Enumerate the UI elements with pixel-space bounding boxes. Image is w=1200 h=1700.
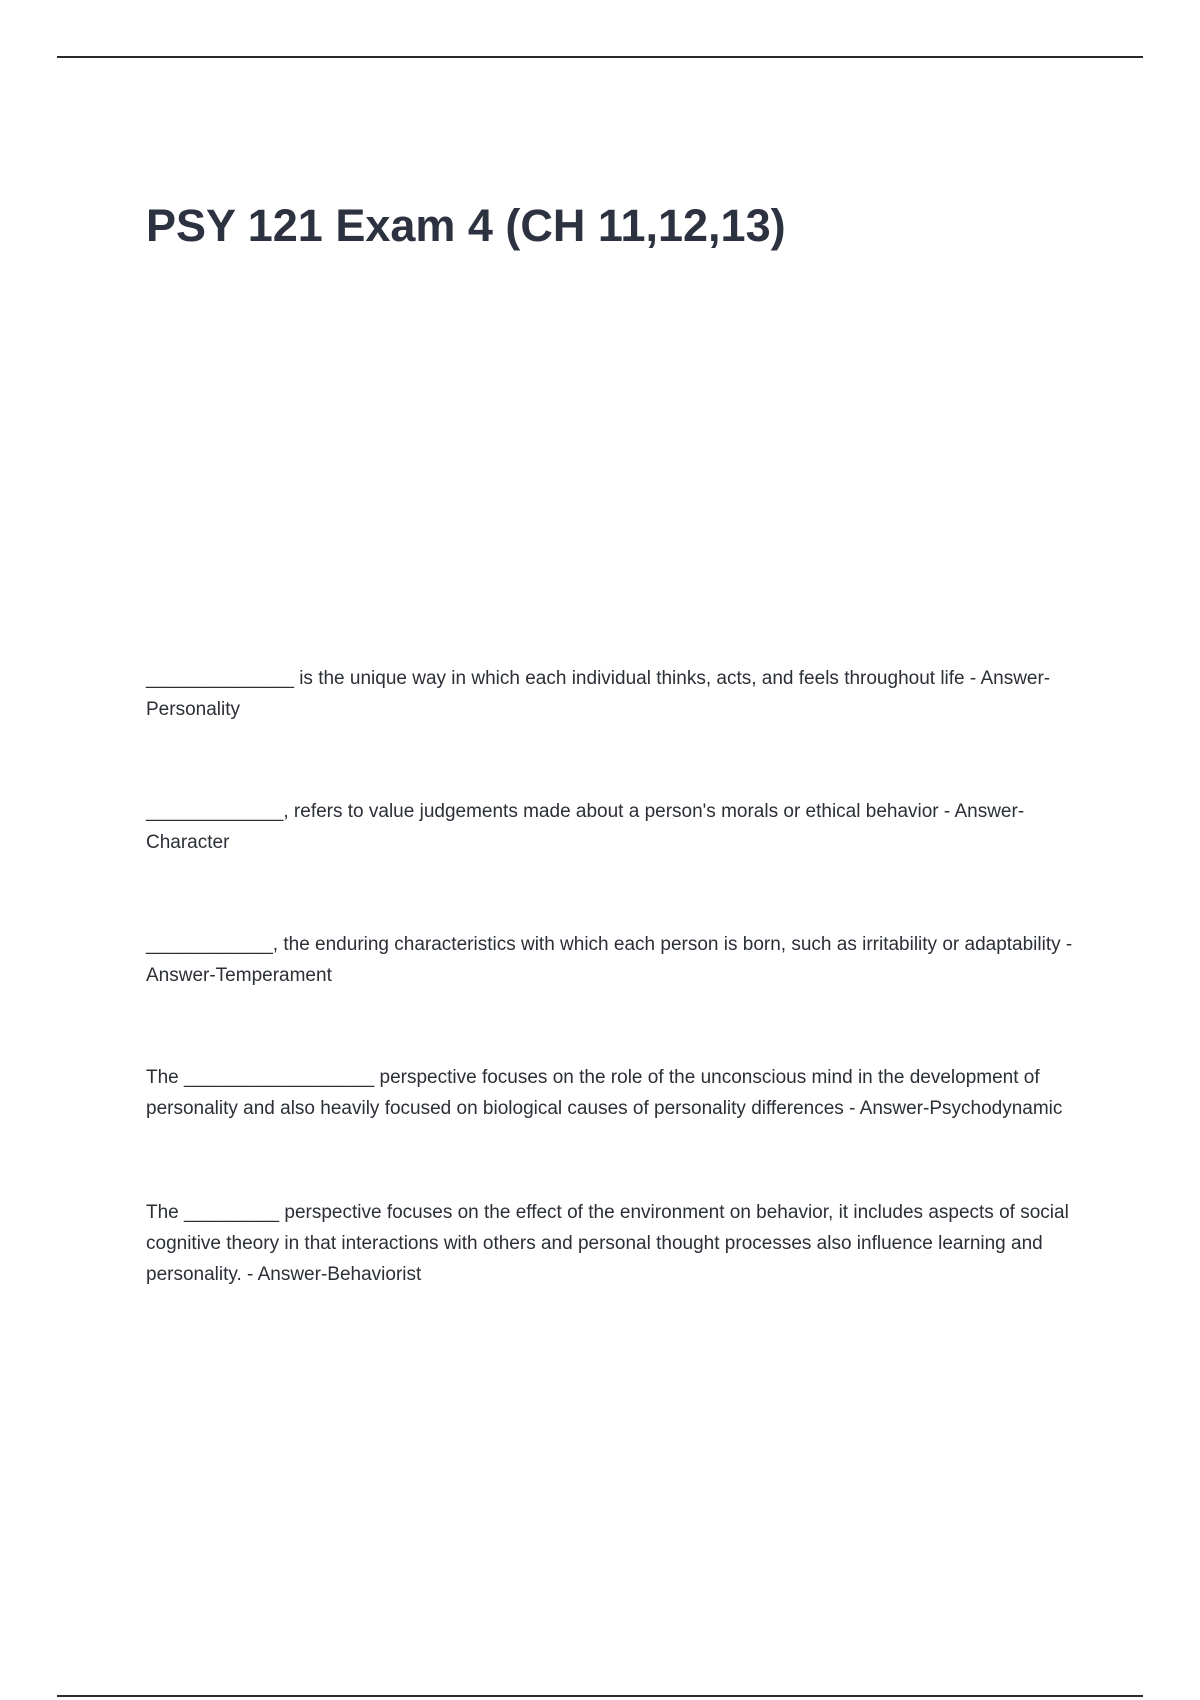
flashcard-item <box>146 929 1081 991</box>
question-text: ______________ is the unique way in which each individual thinks, acts, and feels throughout life - <box>146 668 981 689</box>
document-title: PSY 121 Exam 4 (CH 11,12,13) <box>146 200 786 251</box>
flashcard-item <box>146 796 1081 858</box>
question-text: The __________________ perspective focuses on the role of the unconscious mind in the development of personality and also heavily focused on biological causes of personality differences - <box>146 1067 1040 1119</box>
header-rule <box>57 56 1143 58</box>
question-text: _____________, refers to value judgements made about a person's morals or ethical behavior - <box>146 801 955 822</box>
answer-text: Answer-Behaviorist <box>257 1264 422 1285</box>
answer-text: Answer-Character <box>146 801 1025 853</box>
flashcard-item <box>146 1197 1081 1290</box>
flashcard-list <box>146 663 1081 1290</box>
flashcard-item <box>146 1062 1081 1124</box>
footer-rule <box>57 1695 1143 1697</box>
question-text: The _________ perspective focuses on the effect of the environment on behavior, it includes aspects of social cognitive theory in that interactions with others and personal thought processes also influence learning and personality. - <box>146 1202 1069 1285</box>
question-text: ____________, the enduring characteristics with which each person is born, such as irritability or adaptability - <box>146 934 1073 955</box>
answer-text: Answer-Personality <box>146 668 1051 720</box>
answer-text: Answer-Psychodynamic <box>859 1098 1063 1119</box>
flashcard-item <box>146 663 1081 725</box>
answer-text: Answer-Temperament <box>146 965 332 986</box>
